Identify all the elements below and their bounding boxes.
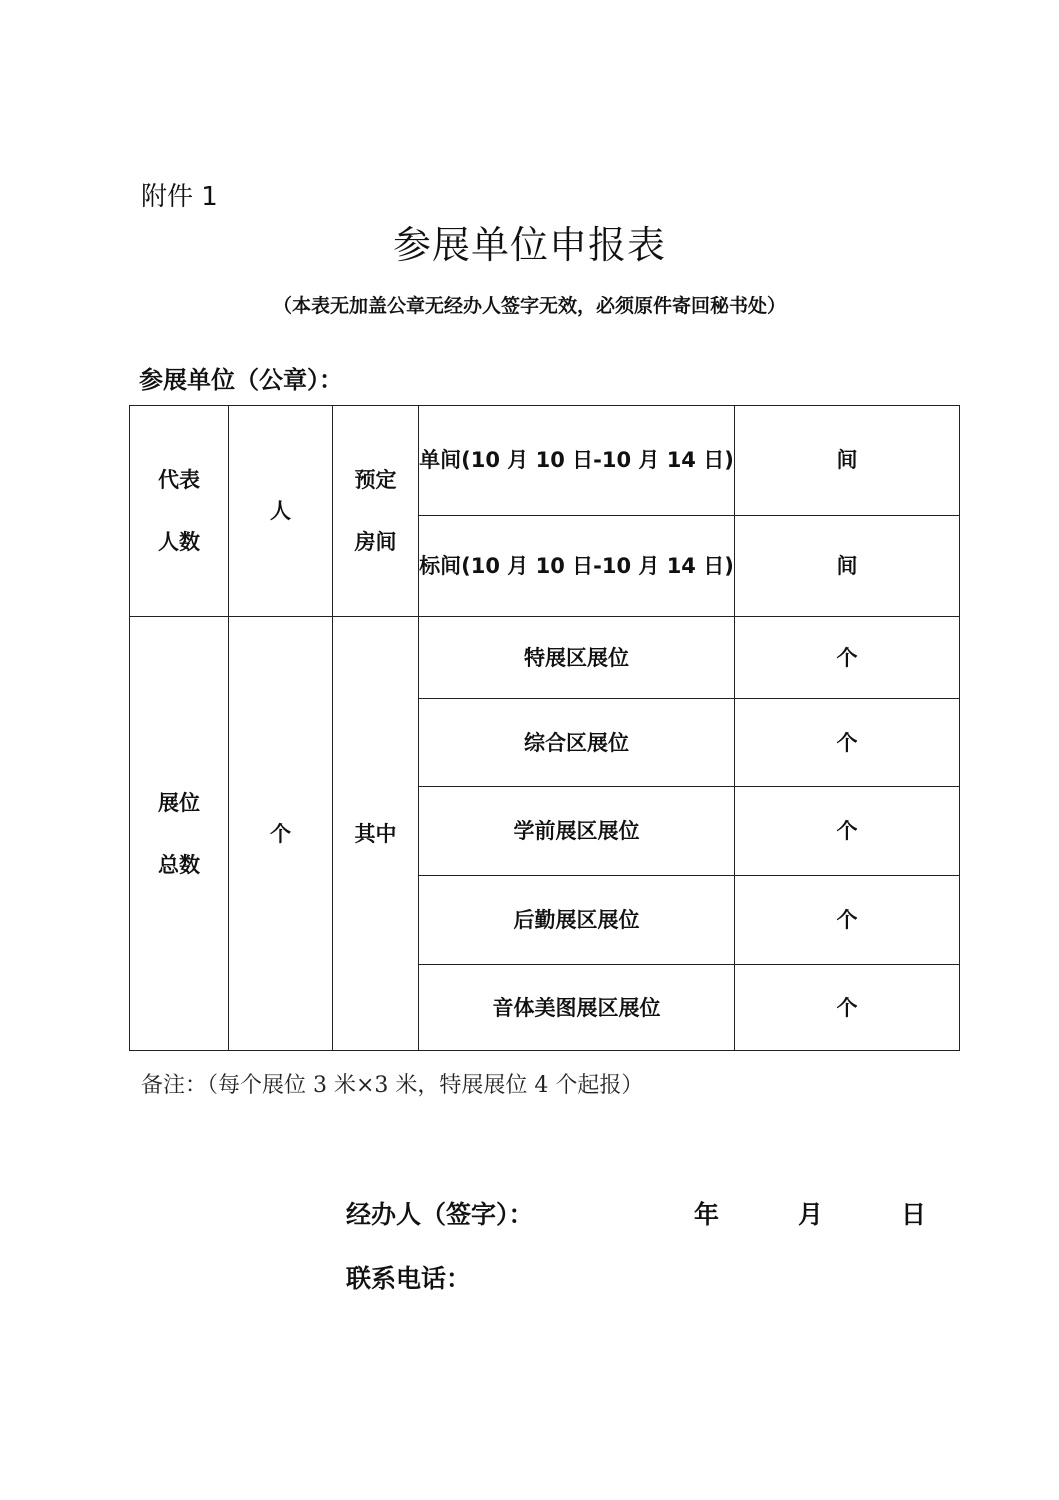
representatives-label-line2: 人数 — [158, 529, 200, 554]
booth-item-unit: 个 — [836, 645, 858, 670]
exhibitor-unit-label: 参展单位（公章）： — [139, 366, 343, 394]
booth-item-count-field[interactable] — [735, 617, 959, 698]
date-day-label: 日 — [901, 1200, 927, 1229]
booth-item-count-field[interactable] — [735, 965, 959, 1050]
booth-item-count-field[interactable] — [735, 787, 959, 875]
booth-item-count-field[interactable] — [735, 699, 959, 786]
single-room-unit: 间 — [836, 448, 858, 472]
representatives-label-line1: 代表 — [158, 467, 200, 492]
booth-item-label: 学前展区展位 — [513, 819, 640, 843]
booth-item-label: 音体美图展区展位 — [492, 995, 661, 1020]
attachment-label: 附件 1 — [141, 182, 218, 212]
booth-item-label: 综合区展位 — [524, 730, 629, 755]
booth-item-unit: 个 — [836, 995, 858, 1020]
booth-item-count-field[interactable] — [735, 876, 959, 964]
representatives-count-field[interactable] — [229, 405, 332, 616]
table-border-bottom — [129, 1050, 960, 1051]
booth-total-label-line1: 展位 — [158, 790, 200, 815]
booth-total-count-field[interactable] — [229, 617, 332, 1050]
date-year-label: 年 — [694, 1200, 720, 1229]
twin-room-unit: 间 — [836, 554, 858, 578]
booth-item-unit: 个 — [836, 908, 858, 932]
booth-total-label — [129, 617, 229, 1050]
room-booking-label-line1: 预定 — [354, 467, 397, 492]
page-title: 参展单位申报表 — [392, 223, 666, 267]
booth-item-label: 后勤展区展位 — [513, 908, 640, 932]
representatives-label — [129, 405, 229, 616]
booth-total-unit: 个 — [270, 821, 291, 846]
twin-room-count-field[interactable] — [735, 516, 959, 616]
booth-among-label: 其中 — [354, 821, 397, 846]
booth-total-label-line2: 总数 — [158, 852, 200, 877]
single-room-label: 单间(10 月 10 日-10 月 14 日) — [419, 448, 734, 472]
representatives-unit: 人 — [270, 498, 291, 523]
date-month-label: 月 — [798, 1200, 824, 1229]
booth-item-unit: 个 — [836, 730, 858, 755]
remark-note: 备注：（每个展位 3 米×3 米，特展展位 4 个起报） — [141, 1073, 644, 1098]
form-subtitle: （本表无加盖公章无经办人签字无效，必须原件寄回秘书处） — [272, 295, 786, 317]
booth-item-unit: 个 — [836, 819, 858, 843]
contact-phone-label: 联系电话： — [346, 1264, 472, 1293]
room-booking-label — [333, 405, 418, 616]
booth-item-label: 特展区展位 — [524, 645, 629, 670]
room-booking-label-line2: 房间 — [354, 529, 397, 554]
table-border-right — [959, 405, 960, 1051]
twin-room-label: 标间(10 月 10 日-10 月 14 日) — [419, 554, 734, 578]
handler-signature-label: 经办人（签字）： — [346, 1200, 534, 1229]
single-room-count-field[interactable] — [735, 405, 959, 515]
